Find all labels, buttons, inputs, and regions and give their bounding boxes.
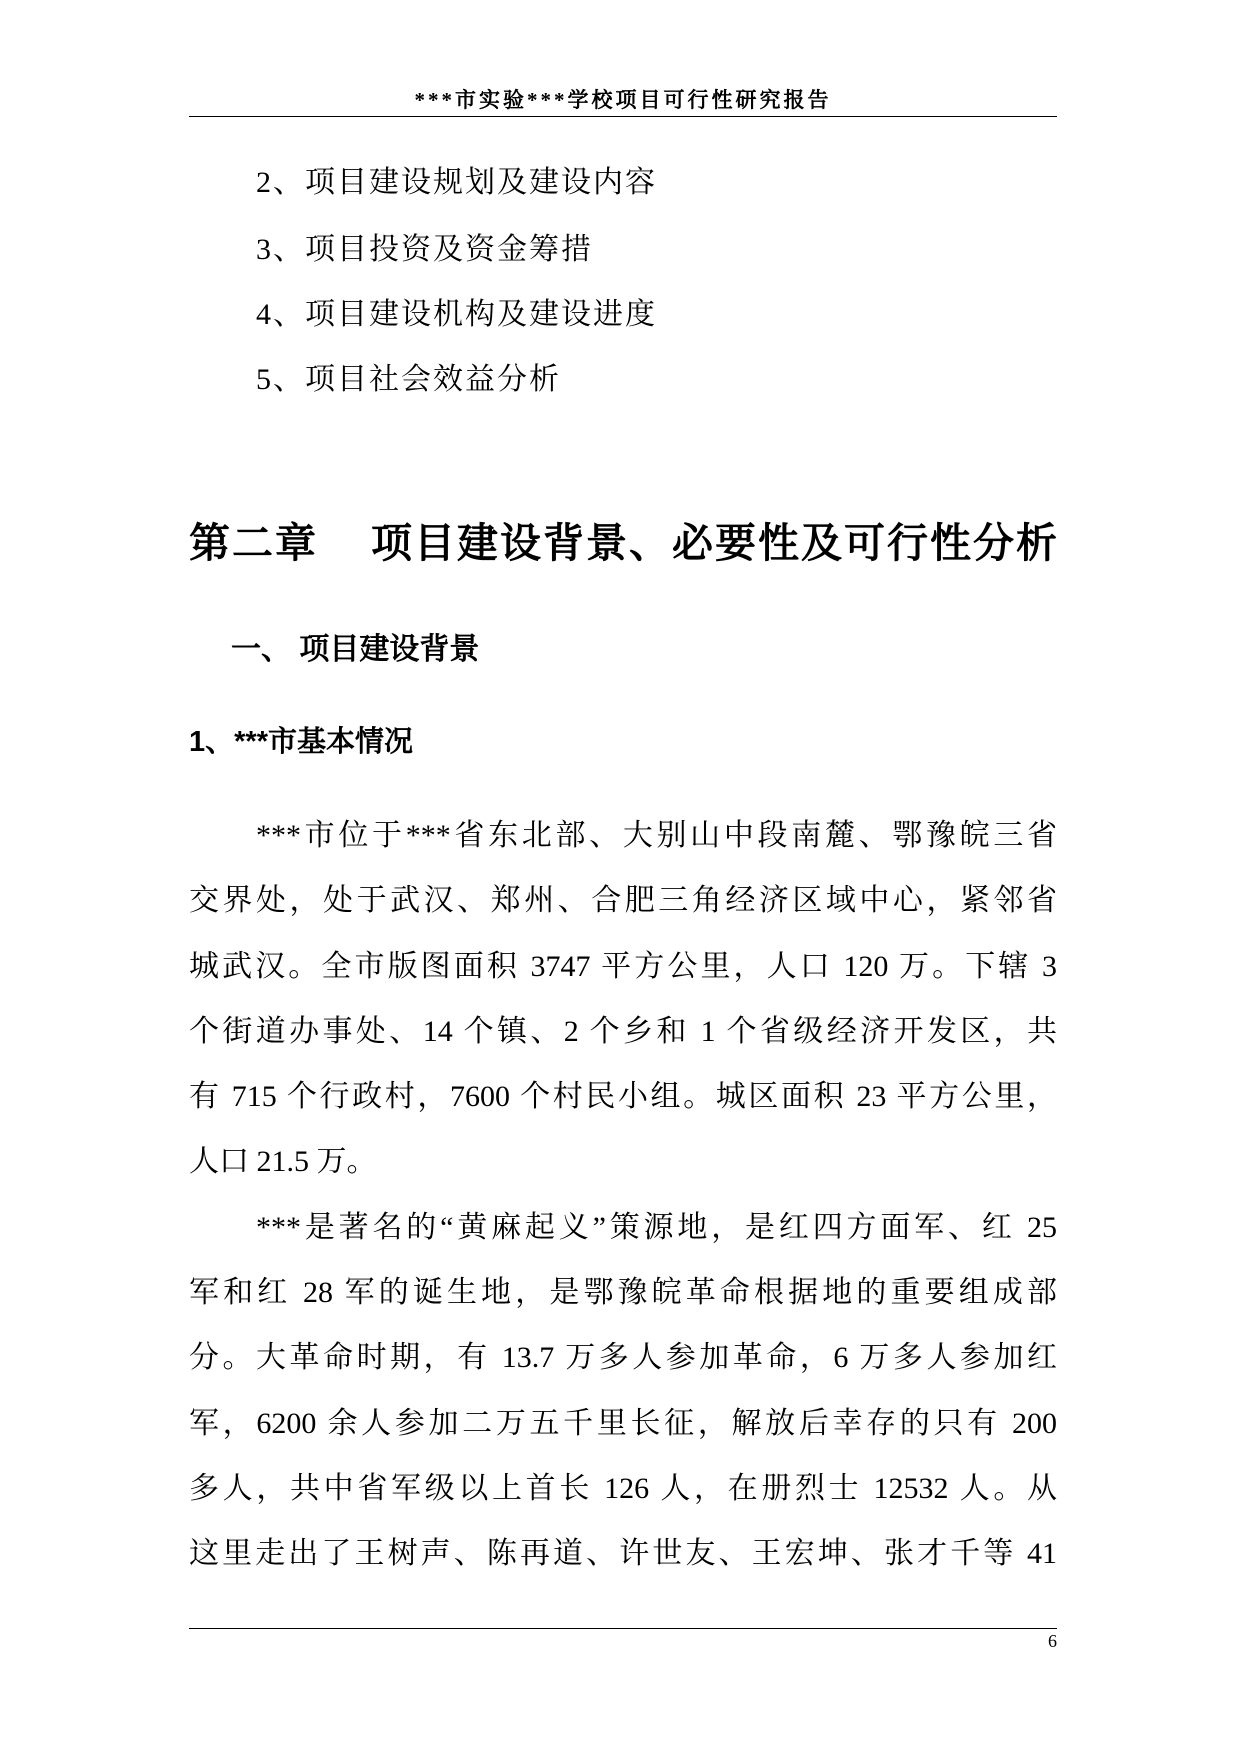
paragraph-line: 交界处，处于武汉、郑州、合肥三角经济区域中心，紧邻省 bbox=[189, 884, 1057, 918]
body-text bbox=[189, 803, 1057, 1587]
chapter-heading bbox=[189, 515, 1057, 571]
paragraph-line: 军，6200 余人参加二万五千里长征，解放后幸存的只有 200 bbox=[189, 1406, 1057, 1440]
running-header: ***市实验***学校项目可行性研究报告 bbox=[414, 88, 832, 112]
paragraph-line: 军和红 28 军的诞生地，是鄂豫皖革命根据地的重要组成部 bbox=[189, 1276, 1057, 1310]
header-rule bbox=[189, 116, 1057, 117]
footer-rule bbox=[189, 1628, 1057, 1629]
paragraph-line: 多人，共中省军级以上首长 126 人，在册烈士 12532 人。从 bbox=[189, 1471, 1057, 1505]
toc-item: 5、项目社会效益分析 bbox=[256, 363, 561, 396]
toc-item: 2、项目建设规划及建设内容 bbox=[256, 166, 657, 199]
paragraph bbox=[189, 803, 1057, 1195]
chapter-title: 项目建设背景、必要性及可行性分析 bbox=[371, 520, 1057, 566]
page-number: 6 bbox=[1048, 1631, 1057, 1651]
paragraph-line: ***市位于***省东北部、大别山中段南麓、鄂豫皖三省 bbox=[256, 819, 1057, 852]
section-heading: 一、 项目建设背景 bbox=[231, 633, 480, 666]
paragraph-line: ***是著名的“黄麻起义”策源地，是红四方面军、红 25 bbox=[256, 1210, 1057, 1244]
paragraph bbox=[189, 1195, 1057, 1587]
paragraph-line: 城武汉。全市版图面积 3747 平方公里，人口 120 万。下辖 3 bbox=[189, 949, 1057, 983]
toc-item: 3、项目投资及资金筹措 bbox=[256, 233, 593, 266]
paragraph-line: 个街道办事处、14 个镇、2 个乡和 1 个省级经济开发区，共 bbox=[189, 1014, 1057, 1048]
paragraph-line: 这里走出了王树声、陈再道、许世友、王宏坤、张才千等 41 bbox=[189, 1537, 1057, 1571]
subsection-heading: 1、***市基本情况 bbox=[189, 726, 413, 758]
paragraph-line: 分。大革命时期，有 13.7 万多人参加革命，6 万多人参加红 bbox=[189, 1341, 1057, 1375]
paragraph-line: 有 715 个行政村，7600 个村民小组。城区面积 23 平方公里， bbox=[189, 1080, 1057, 1114]
toc-item: 4、项目建设机构及建设进度 bbox=[256, 298, 657, 331]
paragraph-line: 人口 21.5 万。 bbox=[189, 1145, 377, 1179]
chapter-number: 第二章 bbox=[189, 520, 318, 566]
